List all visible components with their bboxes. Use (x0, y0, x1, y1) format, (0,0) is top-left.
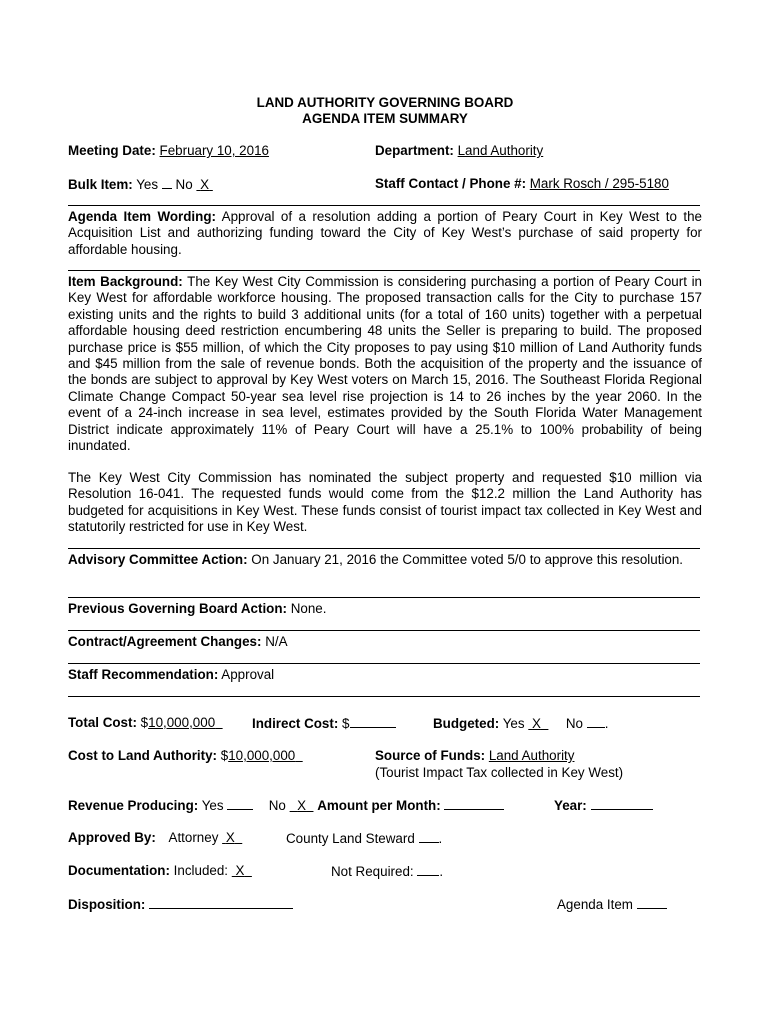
budgeted-label: Budgeted: (433, 716, 500, 731)
revenue-yes-label: Yes (201, 798, 224, 813)
indirect-cost (252, 715, 396, 732)
revenue-no-mark: X (297, 798, 307, 813)
agenda-item-wording-label: Agenda Item Wording: (68, 209, 216, 224)
previous-board-action-value: None. (290, 601, 327, 616)
budgeted: Budgeted: Yes X No . (433, 716, 609, 731)
agenda-item-blank (637, 896, 667, 909)
documentation-not-required-blank (417, 863, 439, 876)
indirect-cost-blank (350, 715, 396, 728)
approved-steward: County Land Steward . (286, 831, 443, 846)
documentation-included-mark: X (235, 863, 245, 878)
approved-attorney-mark: X (225, 830, 235, 845)
revenue-no-label: No (268, 798, 286, 813)
documentation (68, 863, 252, 879)
staff-contact (375, 176, 669, 192)
revenue-producing (68, 797, 504, 814)
cost-to-land-authority-prefix: $ (220, 748, 229, 763)
revenue-producing-label: Revenue Producing: (68, 798, 199, 813)
source-of-funds (375, 748, 574, 764)
divider (68, 696, 700, 697)
year-label: Year: (554, 798, 587, 813)
total-cost-label: Total Cost: (68, 715, 137, 730)
meeting-date (68, 143, 269, 159)
document-subtitle: AGENDA ITEM SUMMARY (302, 111, 468, 126)
previous-board-action-label: Previous Governing Board Action: (68, 601, 287, 616)
bulk-item-yes-blank (162, 176, 172, 189)
divider (68, 205, 700, 206)
approved-by-label: Approved By: (68, 830, 156, 845)
disposition-label: Disposition: (68, 897, 146, 912)
approved-steward-blank (419, 830, 439, 843)
agenda-item-wording-text: Approval of a resolution adding a portion of Peary Court in Key West to the Acquisition List and authorizing funding toward the City of Key West’s purchase of said property for affordable housing. (68, 209, 702, 257)
disposition-blank (149, 896, 293, 909)
budgeted-no-blank (587, 715, 605, 728)
divider (68, 630, 700, 631)
total-cost (68, 715, 223, 731)
indirect-cost-prefix: $ (342, 716, 350, 731)
amount-per-month-blank (444, 797, 504, 810)
contract-changes-label: Contract/Agreement Changes: (68, 634, 262, 649)
approved-steward-label: County Land Steward (286, 831, 415, 846)
total-cost-value: 10,000,000 (148, 715, 216, 730)
disposition (68, 896, 293, 913)
budgeted-yes-mark: X (532, 716, 541, 731)
revenue-yes-blank (227, 797, 253, 810)
agenda-item-wording (68, 209, 702, 258)
budgeted-no-label: No (565, 716, 583, 731)
item-background (68, 274, 702, 454)
item-background-text: The Key West City Commission is considering purchasing a portion of Peary Court in Key West for affordable workforce housing. The proposed transaction calls for the City to purchase 157 existing units and the rights to build 3 additional units (for a total of 160 units) together with a perpetual affordable housing deed restriction encumbering 48 units the Seller is preparing to build. The proposed purchase price is $55 million, of which the City proposes to pay using $10 million of Land Authority funds and $45 million from the sale of revenue bonds. Both the acquisition of the property and the issuance of the bonds are subject to approval by Key West voters on March 15, 2016. The Southeast Florida Regional Climate Change Compact 50-year sea level rise projection is 14 to 26 inches by the year 2060. In the event of a 24-inch increase in sea level, estimates provided by the South Florida Water Management District indicate approximately 11% of Peary Court will have a 25.1% to 100% probability of being inundated. (68, 274, 702, 454)
meeting-date-label: Meeting Date: (68, 143, 156, 158)
staff-recommendation-value: Approval (221, 667, 275, 682)
cost-to-land-authority (68, 748, 303, 764)
department-label: Department: (375, 143, 454, 158)
meeting-date-value: February 10, 2016 (159, 143, 269, 158)
approved-attorney-label: Attorney (168, 830, 219, 845)
divider (68, 663, 700, 664)
agenda-item-label: Agenda Item (557, 897, 633, 912)
indirect-cost-label: Indirect Cost: (252, 716, 339, 731)
advisory-committee-action (68, 552, 702, 568)
previous-board-action (68, 601, 326, 617)
bulk-item-label: Bulk Item: (68, 177, 133, 192)
advisory-committee-label: Advisory Committee Action: (68, 552, 248, 567)
divider (68, 597, 700, 598)
item-background-label: Item Background: (68, 274, 183, 289)
item-background-paragraph-2: The Key West City Commission has nominated the subject property and requested $10 million via Resolution 16-041. The requested funds would come from the $12.2 million the Land Authority has budgeted for acquisitions in Key West. These funds consist of tourist impact tax collected in Key West and statutorily restricted for use in Key West. (68, 470, 702, 535)
cost-to-land-authority-label: Cost to Land Authority: (68, 748, 218, 763)
staff-recommendation-label: Staff Recommendation: (68, 667, 219, 682)
department (375, 143, 543, 159)
department-value: Land Authority (457, 143, 544, 158)
bulk-item-yes-label: Yes (136, 177, 159, 192)
documentation-label: Documentation: (68, 863, 170, 878)
revenue-year (554, 797, 653, 814)
divider (68, 270, 700, 271)
bulk-item-no-label: No (175, 177, 193, 192)
budgeted-yes-label: Yes (502, 716, 525, 731)
agenda-item-number (557, 896, 667, 913)
divider (68, 548, 700, 549)
advisory-committee-text: On January 21, 2016 the Committee voted 5/0 to approve this resolution. (251, 552, 684, 567)
contract-changes (68, 634, 288, 650)
contract-changes-value: N/A (265, 634, 288, 649)
staff-contact-label: Staff Contact / Phone #: (375, 176, 527, 191)
documentation-not-required-label: Not Required: (331, 864, 414, 879)
documentation-not-required: Not Required: . (331, 864, 444, 879)
source-of-funds-label: Source of Funds: (375, 748, 486, 763)
bulk-item-no-mark: X (200, 177, 210, 192)
staff-contact-value: Mark Rosch / 295-5180 (529, 176, 669, 191)
amount-per-month-label: Amount per Month: (317, 798, 441, 813)
document-title: LAND AUTHORITY GOVERNING BOARD (256, 95, 514, 110)
approved-by (68, 830, 242, 846)
source-of-funds-note: (Tourist Impact Tax collected in Key West) (375, 765, 624, 780)
staff-recommendation (68, 667, 274, 683)
total-cost-prefix: $ (140, 715, 149, 730)
bulk-item (68, 176, 213, 193)
year-blank (591, 797, 653, 810)
source-of-funds-value: Land Authority (488, 748, 575, 763)
documentation-included-label: Included: (173, 863, 229, 878)
cost-to-land-authority-value: 10,000,000 (228, 748, 296, 763)
